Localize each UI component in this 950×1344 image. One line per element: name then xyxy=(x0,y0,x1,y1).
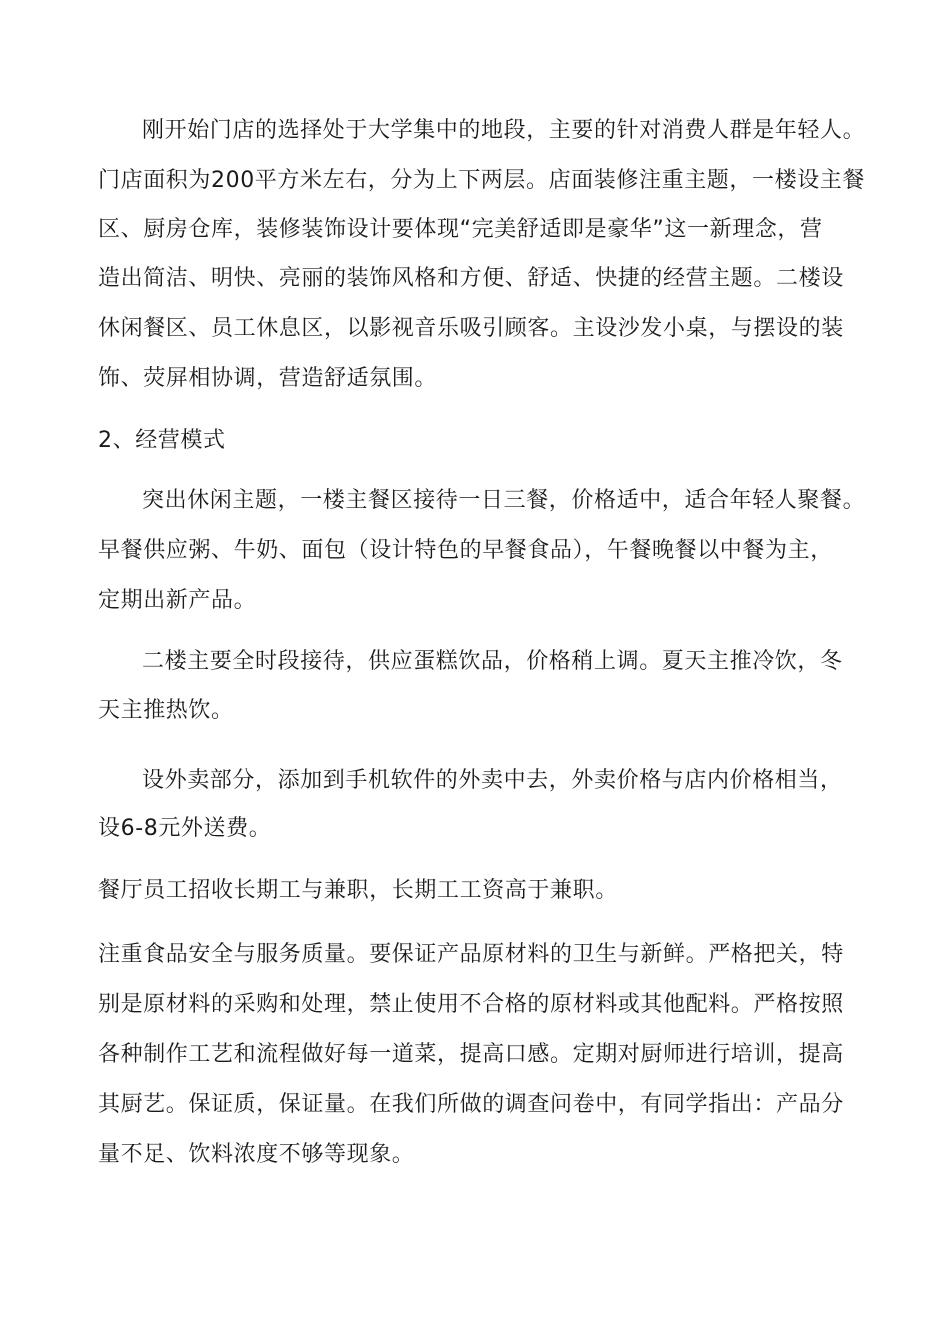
paragraph-line: 造出简洁、明快、亮丽的装饰风格和方便、舒适、快捷的经营主题。二楼设 xyxy=(98,266,844,291)
paragraph-line: 定期出新产品。 xyxy=(98,588,257,613)
paragraph-line: 饰、荧屏相协调，营造舒适氛围。 xyxy=(98,366,438,391)
paragraph-line: 休闲餐区、员工休息区，以影视音乐吸引顾客。主设沙发小桌，与摆设的装 xyxy=(98,316,844,341)
paragraph-line: 二楼主要全时段接待，供应蛋糕饮品，价格稍上调。夏天主推冷饮，冬 xyxy=(142,649,843,674)
paragraph-line: 注重食品安全与服务质量。要保证产品原材料的卫生与新鲜。严格把关，特 xyxy=(98,942,844,967)
section-heading: 2、经营模式 xyxy=(98,428,226,453)
paragraph-line: 门店面积为200平方米左右，分为上下两层。店面装修注重主题，一楼设主餐 xyxy=(98,168,865,193)
paragraph-line: 餐厅员工招收长期工与兼职，长期工工资高于兼职。 xyxy=(98,878,618,903)
paragraph-line: 其厨艺。保证质，保证量。在我们所做的调查问卷中，有同学指出：产品分 xyxy=(98,1092,844,1117)
paragraph-line: 早餐供应粥、牛奶、面包（设计特色的早餐食品），午餐晚餐以中餐为主， xyxy=(98,538,833,563)
paragraph-line: 设6-8元外送费。 xyxy=(98,816,272,841)
paragraph-line: 突出休闲主题，一楼主餐区接待一日三餐，价格适中，适合年轻人聚餐。 xyxy=(142,488,866,513)
paragraph-line: 设外卖部分，添加到手机软件的外卖中去，外卖价格与店内价格相当， xyxy=(142,768,843,793)
paragraph-line: 别是原材料的采购和处理，禁止使用不合格的原材料或其他配料。严格按照 xyxy=(98,992,844,1017)
paragraph-line: 各种制作工艺和流程做好每一道菜，提高口感。定期对厨师进行培训，提高 xyxy=(98,1042,844,1067)
paragraph-line: 刚开始门店的选择处于大学集中的地段，主要的针对消费人群是年轻人。 xyxy=(142,118,866,143)
paragraph-line: 量不足、饮料浓度不够等现象。 xyxy=(98,1142,415,1167)
paragraph-line: 区、厨房仓库，装修装饰设计要体现“完美舒适即是豪华”这一新理念，营 xyxy=(98,217,823,242)
paragraph-line: 天主推热饮。 xyxy=(98,698,234,723)
